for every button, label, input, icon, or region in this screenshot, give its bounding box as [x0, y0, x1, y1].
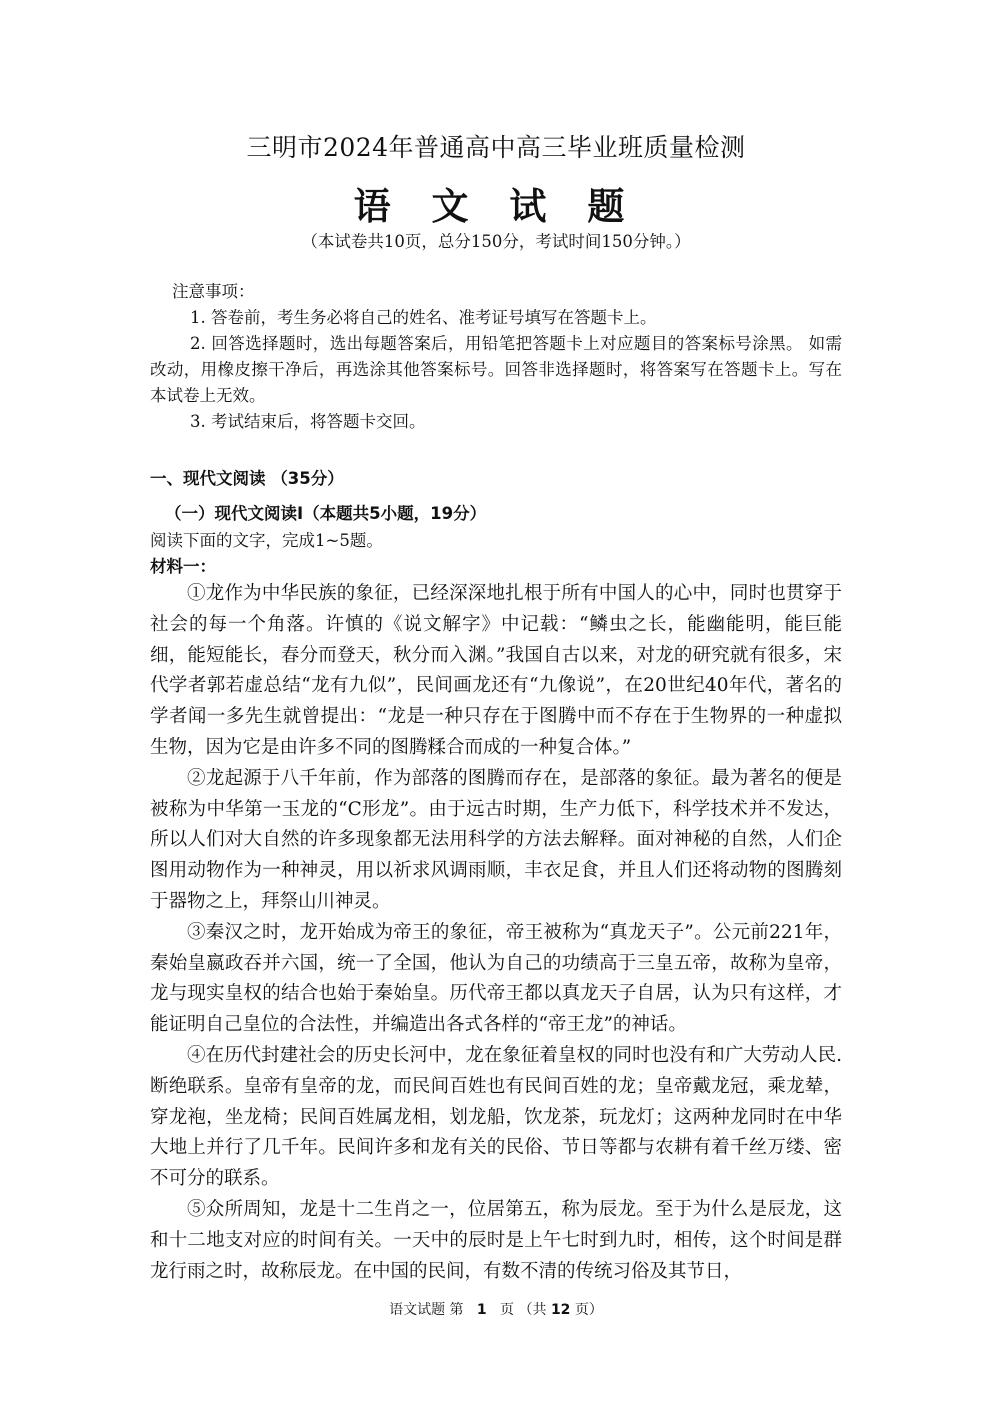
notes-item: 1. 答卷前，考生务必将自己的姓名、准考证号填写在答题卡上。: [190, 308, 657, 327]
notes-block: [150, 279, 842, 435]
paragraph: ②龙起源于八千年前，作为部落的图腾而存在，是部落的象征。最为著名的便是被称为中华第一玉龙的“C形龙”。由于远古时期，生产力低下，科学技术并不发达，所以人们对大自然的许多现象都无法用科学的方法去解释。面对神秘的自然，人们企图用动物作为一种神灵，用以祈求风调雨顺，丰衣足食，并且人们还将动物的图腾刻于器物之上，拜祭山川神灵。: [150, 767, 842, 912]
paragraph: ④在历代封建社会的历史长河中，龙在象征着皇权的同时也没有和广大劳动人民.断绝联系。皇帝有皇帝的龙，而民间百姓也有民间百姓的龙；皇帝戴龙冠，乘龙辇，穿龙袍，坐龙椅；民间百姓属龙相，划龙船，饮龙茶，玩龙灯；这两种龙同时在中华大地上并行了几千年。民间许多和龙有关的民俗、节日等都与农耕有着千丝万缕、密不可分的联系。: [150, 1044, 842, 1190]
footer-page-number: 1: [476, 1302, 487, 1318]
notes-item: 3. 考试结束后，将答题卡交回。: [190, 412, 426, 431]
exam-subtitle: （本试卷共10页，总分150分，考试时间150分钟。）: [301, 232, 691, 251]
section-heading: 一、现代文阅读 （35分）: [150, 469, 344, 488]
notes-heading: 注意事项：: [172, 282, 255, 301]
paragraph: ⑤众所周知，龙是十二生肖之一，位居第五，称为辰龙。至于为什么是辰龙，这和十二地支对应的时间有关。一天中的辰时是上午七时到九时，相传，这个时间是群龙行雨之时，故称辰龙。在中国的民间，有数不清的传统习俗及其节日，: [150, 1198, 842, 1282]
footer-mid: 页 （共: [500, 1302, 547, 1318]
paragraph: ①龙作为中华民族的象征，已经深深地扎根于所有中国人的心中，同时也贯穿于社会的每一个角落。许慎的《说文解字》中记载：“鳞虫之长，能幽能明，能巨能细，能短能长，春分而登天，秋分而入渊。”我国自古以来，对龙的研究就有很多，宋代学者郭若虚总结“龙有九似”，民间画龙还有“九像说”，在20世纪40年代，著名的学者闻一多先生就曾提出：“龙是一种只存在于图腾中而不存在于生物界的一种虚拟生物，因为它是由许多不同的图腾糅合而成的一种复合体。”: [150, 583, 842, 758]
paragraph: ③秦汉之时，龙开始成为帝王的象征，帝王被称为“真龙天子”。公元前221年，秦始皇嬴政吞并六国，统一了全国，他认为自己的功绩高于三皇五帝，故称为皇帝，龙与现实皇权的结合也始于秦始皇。历代帝王都以真龙天子自居，认为只有这样，才能证明自己皇位的合法性，并编造出各式各样的“帝王龙”的神话。: [150, 921, 842, 1036]
exam-title: 三明市2024年普通高中高三毕业班质量检测: [246, 133, 746, 162]
material-label: 材料一：: [150, 557, 216, 576]
footer-end: 页）: [574, 1302, 603, 1318]
footer-total-pages: 12: [550, 1302, 571, 1318]
material-body: [150, 579, 842, 1287]
section-subheading: （一）现代文阅读Ⅰ（本题共5小题，19分）: [165, 504, 487, 523]
reading-instruction: 阅读下面的文字，完成1~5题。: [150, 531, 383, 550]
page-footer: [0, 1299, 992, 1319]
footer-label: 语文试题 第: [389, 1302, 464, 1318]
notes-item: 2. 回答选择题时，选出每题答案后，用铅笔把答题卡上对应题目的答案标号涂黑。 如需改动，用橡皮擦干净后，再选涂其他答案标号。回答非选择题时，将答案写在答题卡上。写在本试卷上无效。: [150, 334, 842, 405]
subject-title: 语 文 试 题: [353, 184, 639, 228]
